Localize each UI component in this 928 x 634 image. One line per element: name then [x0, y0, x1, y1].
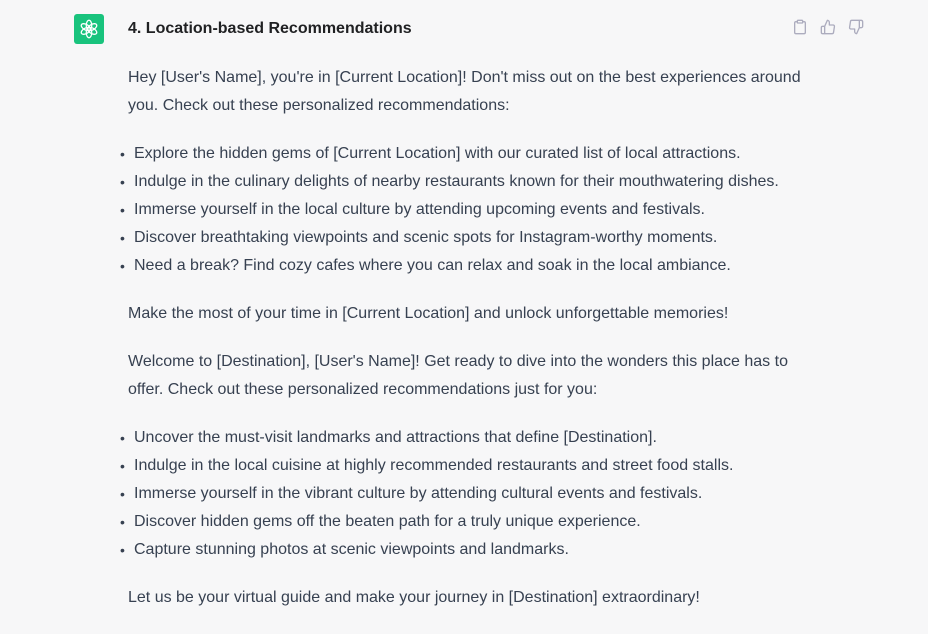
list-item-text: Indulge in the culinary delights of nearby restaurants known for their mouthwatering dishes. — [134, 173, 779, 190]
thumbs-down-button[interactable] — [846, 17, 866, 37]
list-item — [120, 424, 808, 452]
bullet-icon: • — [120, 230, 125, 246]
bullet-icon: • — [120, 174, 125, 190]
thumbs-up-icon — [820, 19, 836, 35]
bullet-icon: • — [120, 430, 125, 446]
clipboard-icon — [792, 19, 808, 35]
intro-paragraph-2: Welcome to [Destination], [User's Name]! Get ready to dive into the wonders this place has to offer. Check out these personalized recommendations just for you: — [128, 353, 788, 398]
list-item — [120, 480, 808, 508]
recommendation-list-1 — [120, 140, 808, 280]
list-item-text: Capture stunning photos at scenic viewpoints and landmarks. — [134, 541, 569, 558]
bullet-icon: • — [120, 146, 125, 162]
bullet-icon: • — [120, 542, 125, 558]
assistant-avatar — [74, 14, 104, 44]
copy-button[interactable] — [790, 17, 810, 37]
list-item — [120, 224, 808, 252]
list-item-text: Indulge in the local cuisine at highly recommended restaurants and street food stalls. — [134, 457, 734, 474]
list-item-text: Uncover the must-visit landmarks and attractions that define [Destination]. — [134, 429, 657, 446]
message-actions — [790, 17, 866, 37]
list-item — [120, 168, 808, 196]
list-item — [120, 140, 808, 168]
intro-paragraph-1: Hey [User's Name], you're in [Current Location]! Don't miss out on the best experiences around you. Check out these personalized recommendations: — [128, 69, 801, 114]
list-item-text: Explore the hidden gems of [Current Location] with our curated list of local attractions. — [134, 145, 741, 162]
thumbs-down-icon — [848, 19, 864, 35]
list-item — [120, 196, 808, 224]
thumbs-up-button[interactable] — [818, 17, 838, 37]
message-title: 4. Location-based Recommendations — [128, 20, 412, 37]
list-item — [120, 536, 808, 564]
list-item-text: Discover hidden gems off the beaten path for a truly unique experience. — [134, 513, 641, 530]
bullet-icon: • — [120, 202, 125, 218]
openai-logo-icon — [78, 18, 100, 40]
list-item — [120, 508, 808, 536]
bullet-icon: • — [120, 458, 125, 474]
outro-paragraph-2: Let us be your virtual guide and make your journey in [Destination] extraordinary! — [128, 589, 700, 606]
list-item-text: Immerse yourself in the vibrant culture by attending cultural events and festivals. — [134, 485, 703, 502]
message-body — [120, 64, 808, 612]
bullet-icon: • — [120, 514, 125, 530]
recommendation-list-2 — [120, 424, 808, 564]
bullet-icon: • — [120, 258, 125, 274]
list-item-text: Immerse yourself in the local culture by attending upcoming events and festivals. — [134, 201, 705, 218]
list-item — [120, 452, 808, 480]
list-item-text: Discover breathtaking viewpoints and scenic spots for Instagram-worthy moments. — [134, 229, 718, 246]
list-item-text: Need a break? Find cozy cafes where you can relax and soak in the local ambiance. — [134, 257, 731, 274]
outro-paragraph-1: Make the most of your time in [Current Location] and unlock unforgettable memories! — [128, 305, 729, 322]
bullet-icon: • — [120, 486, 125, 502]
list-item — [120, 252, 808, 280]
